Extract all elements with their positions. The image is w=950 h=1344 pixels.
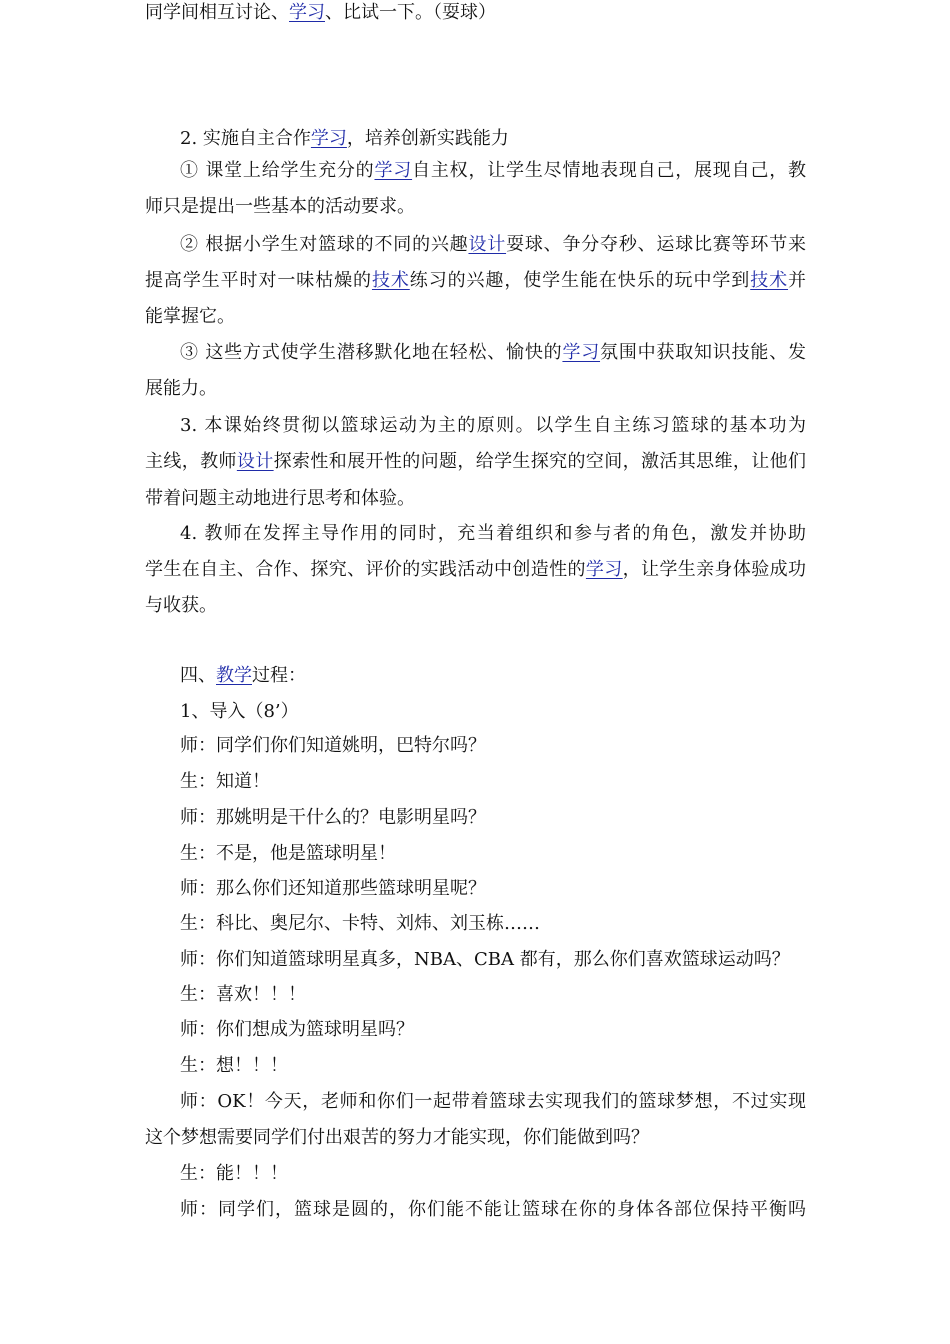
text-run: 生：能！！！ — [180, 1163, 288, 1184]
text-run: 2. 实施自主合作 — [180, 128, 311, 149]
paragraph-6-line-2 — [145, 557, 806, 583]
text-run: 师：那么你们还知道那些篮球明星呢？ — [180, 878, 486, 899]
text-run: 师：你们想成为篮球明星吗？ — [180, 1019, 414, 1040]
paragraph-21-line-2 — [145, 0, 496, 26]
paragraph-6-line-3 — [145, 593, 217, 619]
keyword-link[interactable]: 技术 — [750, 270, 789, 291]
text-run: 提高学生平时对一味枯燥的 — [145, 270, 372, 291]
keyword-link[interactable]: 技术 — [371, 270, 410, 291]
keyword-link[interactable]: 教学 — [216, 665, 252, 686]
text-run: 师：你们知道篮球明星真多，NBA、CBA 都有，那么你们喜欢篮球运动吗？ — [180, 949, 790, 970]
text-run: 学生在自主、合作、探究、评价的实践活动中创造性的 — [145, 559, 586, 580]
paragraph-12-line-1 — [180, 841, 396, 867]
paragraph-11-line-1 — [180, 805, 486, 831]
paragraph-4-line-2 — [145, 376, 217, 402]
text-run: 生：想！！！ — [180, 1055, 288, 1076]
text-run: 探索性和展开性的问题，给学生探究的空间，激活其思维，让他们 — [273, 451, 807, 472]
paragraph-21-line-1 — [180, 1197, 806, 1223]
text-run: 师：同学们你们知道姚明，巴特尔吗？ — [180, 735, 486, 756]
paragraph-19-line-2 — [145, 1125, 649, 1151]
keyword-link[interactable]: 学习 — [310, 128, 347, 149]
text-run: 展能力。 — [145, 378, 217, 399]
paragraph-1-line-1 — [180, 126, 509, 152]
text-run: 、比试一下。（耍球） — [325, 2, 496, 23]
text-run: 这个梦想需要同学们付出艰苦的努力才能实现，你们能做到吗？ — [145, 1127, 649, 1148]
text-run: 生：科比、奥尼尔、卡特、刘炜、刘玉栋…… — [180, 913, 540, 934]
text-run: 师：OK！今天，老师和你们一起带着篮球去实现我们的篮球梦想，不过实现 — [180, 1091, 806, 1112]
text-run: 4. 教师在发挥主导作用的同时，充当着组织和参与者的角色，激发并协助 — [180, 523, 806, 544]
text-run: 并 — [788, 270, 807, 291]
paragraph-7-line-1 — [180, 663, 306, 689]
text-run: 练习的兴趣，使学生能在快乐的玩中学到 — [409, 270, 751, 291]
text-run: ① 课堂上给学生充分的 — [180, 160, 375, 181]
text-run: 生：知道！ — [180, 771, 270, 792]
paragraph-9-line-1 — [180, 733, 486, 759]
text-run: 3. 本课始终贯彻以篮球运动为主的原则。以学生自主练习篮球的基本功为 — [180, 415, 806, 436]
paragraph-5-line-1 — [180, 413, 806, 439]
text-run: ② 根据小学生对篮球的不同的兴趣 — [180, 234, 469, 255]
paragraph-18-line-1 — [180, 1053, 288, 1079]
paragraph-10-line-1 — [180, 769, 270, 795]
paragraph-13-line-1 — [180, 876, 486, 902]
text-run: 师：那姚明是干什么的？电影明星吗？ — [180, 807, 486, 828]
text-run: 同学间相互讨论、 — [145, 2, 289, 23]
text-run: 过程： — [252, 665, 306, 686]
text-run: 四、 — [180, 665, 216, 686]
paragraph-6-line-1 — [180, 521, 806, 547]
text-run: 耍球、争分夺秒、运球比赛等环节来 — [506, 234, 806, 255]
paragraph-3-line-3 — [145, 304, 235, 330]
keyword-link[interactable]: 学习 — [562, 342, 601, 363]
text-run: 与收获。 — [145, 595, 217, 616]
text-run: 1、导入（8’） — [180, 701, 299, 722]
paragraph-16-line-1 — [180, 982, 306, 1008]
paragraph-14-line-1 — [180, 911, 540, 937]
paragraph-3-line-2 — [145, 268, 806, 294]
keyword-link[interactable]: 学习 — [374, 160, 413, 181]
paragraph-8-line-1 — [180, 699, 299, 725]
text-run: ③ 这些方式使学生潜移默化地在轻松、愉快的 — [180, 342, 563, 363]
keyword-link[interactable]: 学习 — [289, 2, 325, 23]
keyword-link[interactable]: 设计 — [236, 451, 274, 472]
text-run: 师：同学们，篮球是圆的，你们能不能让篮球在你的身体各部位保持平衡吗 — [180, 1199, 806, 1220]
text-run: 自主权，让学生尽情地表现自己，展现自己，教 — [412, 160, 806, 181]
paragraph-5-line-2 — [145, 449, 806, 475]
paragraph-17-line-1 — [180, 1017, 414, 1043]
text-run: 生：不是，他是篮球明星！ — [180, 843, 396, 864]
text-run: 主线，教师 — [145, 451, 237, 472]
paragraph-20-line-1 — [180, 1161, 288, 1187]
text-run: ，让学生亲身体验成功 — [622, 559, 807, 580]
keyword-link[interactable]: 设计 — [468, 234, 507, 255]
text-run: 生：喜欢！！！ — [180, 984, 306, 1005]
text-run: ，培养创新实践能力 — [346, 128, 509, 149]
paragraph-19-line-1 — [180, 1089, 806, 1115]
paragraph-2-line-2 — [145, 194, 415, 220]
text-run: 氛围中获取知识技能、发 — [600, 342, 806, 363]
text-run: 能掌握它。 — [145, 306, 235, 327]
keyword-link[interactable]: 学习 — [585, 559, 623, 580]
paragraph-5-line-3 — [145, 486, 415, 512]
paragraph-2-line-1 — [180, 158, 806, 184]
paragraph-3-line-1 — [180, 232, 806, 258]
paragraph-15-line-1 — [180, 947, 790, 973]
paragraph-4-line-1 — [180, 340, 806, 366]
text-run: 带着问题主动地进行思考和体验。 — [145, 488, 415, 509]
text-run: 师只是提出一些基本的活动要求。 — [145, 196, 415, 217]
